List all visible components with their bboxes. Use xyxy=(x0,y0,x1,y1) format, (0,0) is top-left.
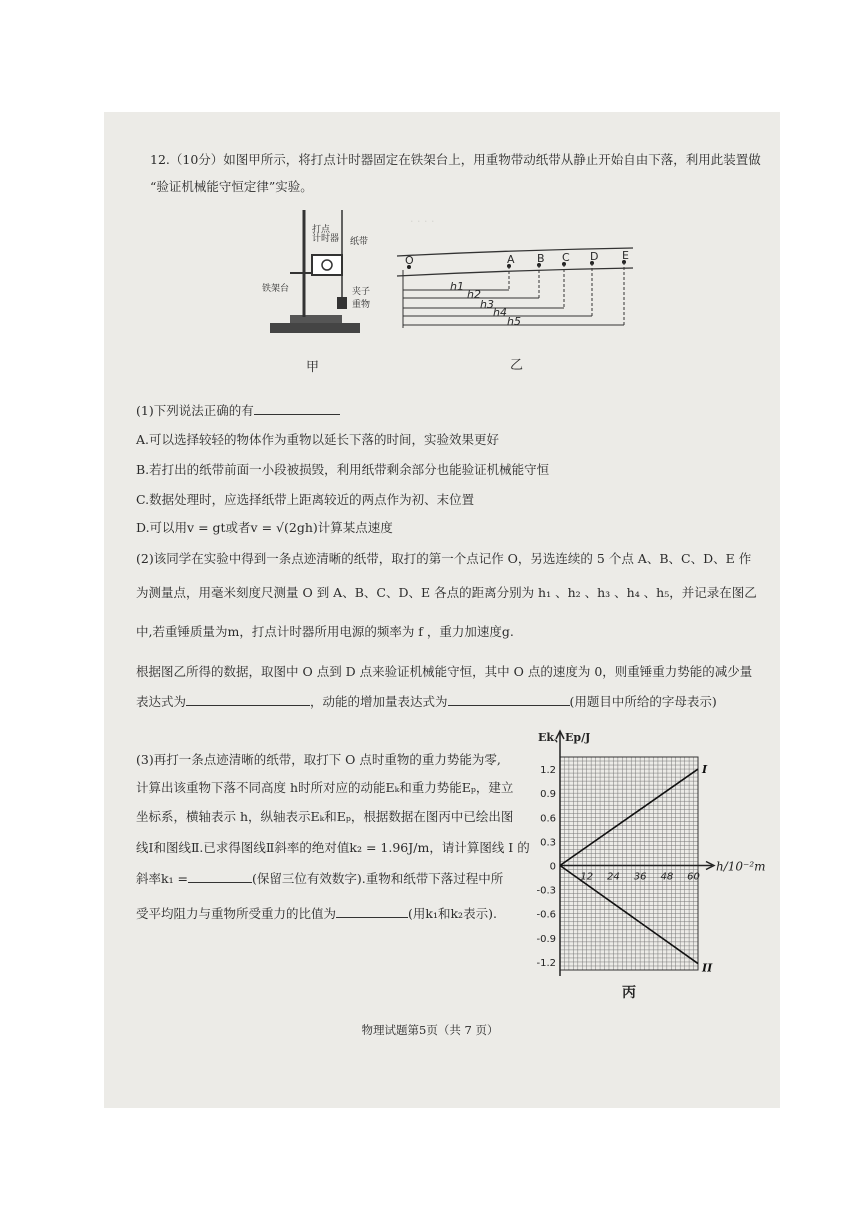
part2-line3: 中,若重锤质量为m，打点计时器所用电源的频率为 f ，重力加速度g. xyxy=(136,624,514,639)
tape-point-A: A xyxy=(507,253,515,266)
kinetic-energy-blank xyxy=(448,705,570,706)
stand-foot xyxy=(270,323,360,333)
part3-line1: (3)再打一条点迹清晰的纸带，取打下 O 点时重物的重力势能为零, xyxy=(136,752,501,767)
y-tick-label: 0 xyxy=(549,861,556,873)
part2-line1: (2)该同学在实验中得到一条点迹清晰的纸带，取打的第一个点记作 O，另选连续的 5 个点 A、B、C、D、E 作 xyxy=(136,551,752,566)
energy-height-chart xyxy=(522,725,780,1010)
label-timer: 打点 计时器 xyxy=(312,225,340,244)
part3-line3: 坐标系，横轴表示 h，纵轴表示Eₖ和Eₚ，根据数据在图丙中已绘出图 xyxy=(136,809,514,824)
part1-option-c: C.数据处理时，应选择纸带上距离较近的两点作为初、末位置 xyxy=(136,492,475,507)
y-tick-label: -1.2 xyxy=(536,957,556,969)
distance-h2: h2 xyxy=(467,288,481,301)
caption-bing: 丙 xyxy=(622,985,636,1001)
label-weight: 重物 xyxy=(352,300,371,310)
part1-prompt: (1)下列说法正确的有 xyxy=(136,403,340,419)
part2-line4: 根据图乙所得的数据，取图中 O 点到 D 点来验证机械能守恒，其中 O 点的速度为 0，则重锤重力势能的减少量 xyxy=(136,664,753,679)
part1-option-b: B.若打出的纸带前面一小段被损毁，利用纸带剩余部分也能验证机械能守恒 xyxy=(136,462,550,477)
x-tick-label: 24 xyxy=(607,871,620,883)
part1-option-a: A.可以选择较轻的物体作为重物以延长下落的时间，实验效果更好 xyxy=(136,432,500,447)
y-tick-label: 0.6 xyxy=(540,813,556,825)
tape-point-O: O xyxy=(405,254,414,267)
series-line-II xyxy=(560,866,698,964)
part3-line4: 线Ⅰ和图线Ⅱ.已求得图线Ⅱ斜率的绝对值k₂ = 1.96J/m，请计算图线 I 的 xyxy=(136,840,530,855)
part3-line2: 计算出该重物下落不同高度 h时所对应的动能Eₖ和重力势能Eₚ，建立 xyxy=(136,780,514,795)
distance-h5: h5 xyxy=(507,315,521,328)
x-tick-label: 60 xyxy=(687,871,700,883)
series-label-II: II xyxy=(702,961,713,975)
y-tick-label: -0.3 xyxy=(536,885,556,897)
part2-line5: 表达式为 ，动能的增加量表达式为 (用题目中所给的字母表示) xyxy=(136,694,717,709)
y-axis-label: Ek、Ep/J xyxy=(538,731,591,744)
question-intro-line2: “验证机械能守恒定律”实验。 xyxy=(150,179,313,194)
x-tick-label: 12 xyxy=(580,871,594,883)
page-footer: 物理试题第5页（共 7 页） xyxy=(361,1023,499,1037)
caption-jia: 甲 xyxy=(306,360,320,375)
y-tick-label: -0.9 xyxy=(536,933,556,945)
friction-ratio-blank xyxy=(336,917,408,918)
tape-point-D: D xyxy=(590,250,599,263)
x-tick-label: 36 xyxy=(633,871,647,883)
part3-line6: 受平均阻力与重物所受重力的比值为 (用k₁和k₂表示). xyxy=(136,906,497,921)
part1-option-d: D.可以用v = gt或者v = √(2gh)计算某点速度 xyxy=(136,520,393,535)
x-tick-label: 48 xyxy=(660,871,674,883)
bleed-through-text: · · · · xyxy=(410,215,435,228)
label-stand: 铁架台 xyxy=(262,284,290,294)
tape-point-E: E xyxy=(622,249,629,262)
y-tick-label: 0.3 xyxy=(540,837,556,849)
potential-energy-blank xyxy=(186,705,310,706)
tape-point-C: C xyxy=(562,251,570,264)
distance-h3: h3 xyxy=(480,298,494,311)
question-intro-line1: 12.（10分）如图甲所示，将打点计时器固定在铁架台上，用重物带动纸带从静止开始自由下落，利用此装置做 xyxy=(150,152,761,167)
part3-line5: 斜率k₁ = (保留三位有效数字).重物和纸带下落过程中所 xyxy=(136,871,504,886)
part2-line2: 为测量点，用毫米刻度尺测量 O 到 A、B、C、D、E 各点的距离分别为 h₁ 、h₂ 、h₃ 、h₄ 、h₅，并记录在图乙 xyxy=(136,585,757,600)
caption-yi: 乙 xyxy=(510,358,524,373)
distance-h1: h1 xyxy=(450,280,464,293)
series-label-I: I xyxy=(702,763,708,777)
y-tick-label: 0.9 xyxy=(540,789,556,801)
label-clip: 夹子 xyxy=(352,287,371,297)
weight-block xyxy=(337,297,347,309)
part1-answer-blank xyxy=(254,414,340,415)
x-axis-label: h/10⁻²m xyxy=(716,859,766,874)
slope-k1-blank xyxy=(188,882,252,883)
label-tape: 纸带 xyxy=(350,237,369,247)
y-tick-label: -0.6 xyxy=(536,909,556,921)
y-tick-label: 1.2 xyxy=(540,765,556,777)
timer-box xyxy=(312,255,342,275)
stand-base xyxy=(290,315,342,323)
distance-h4: h4 xyxy=(493,306,507,319)
tape-point-B: B xyxy=(537,252,545,265)
